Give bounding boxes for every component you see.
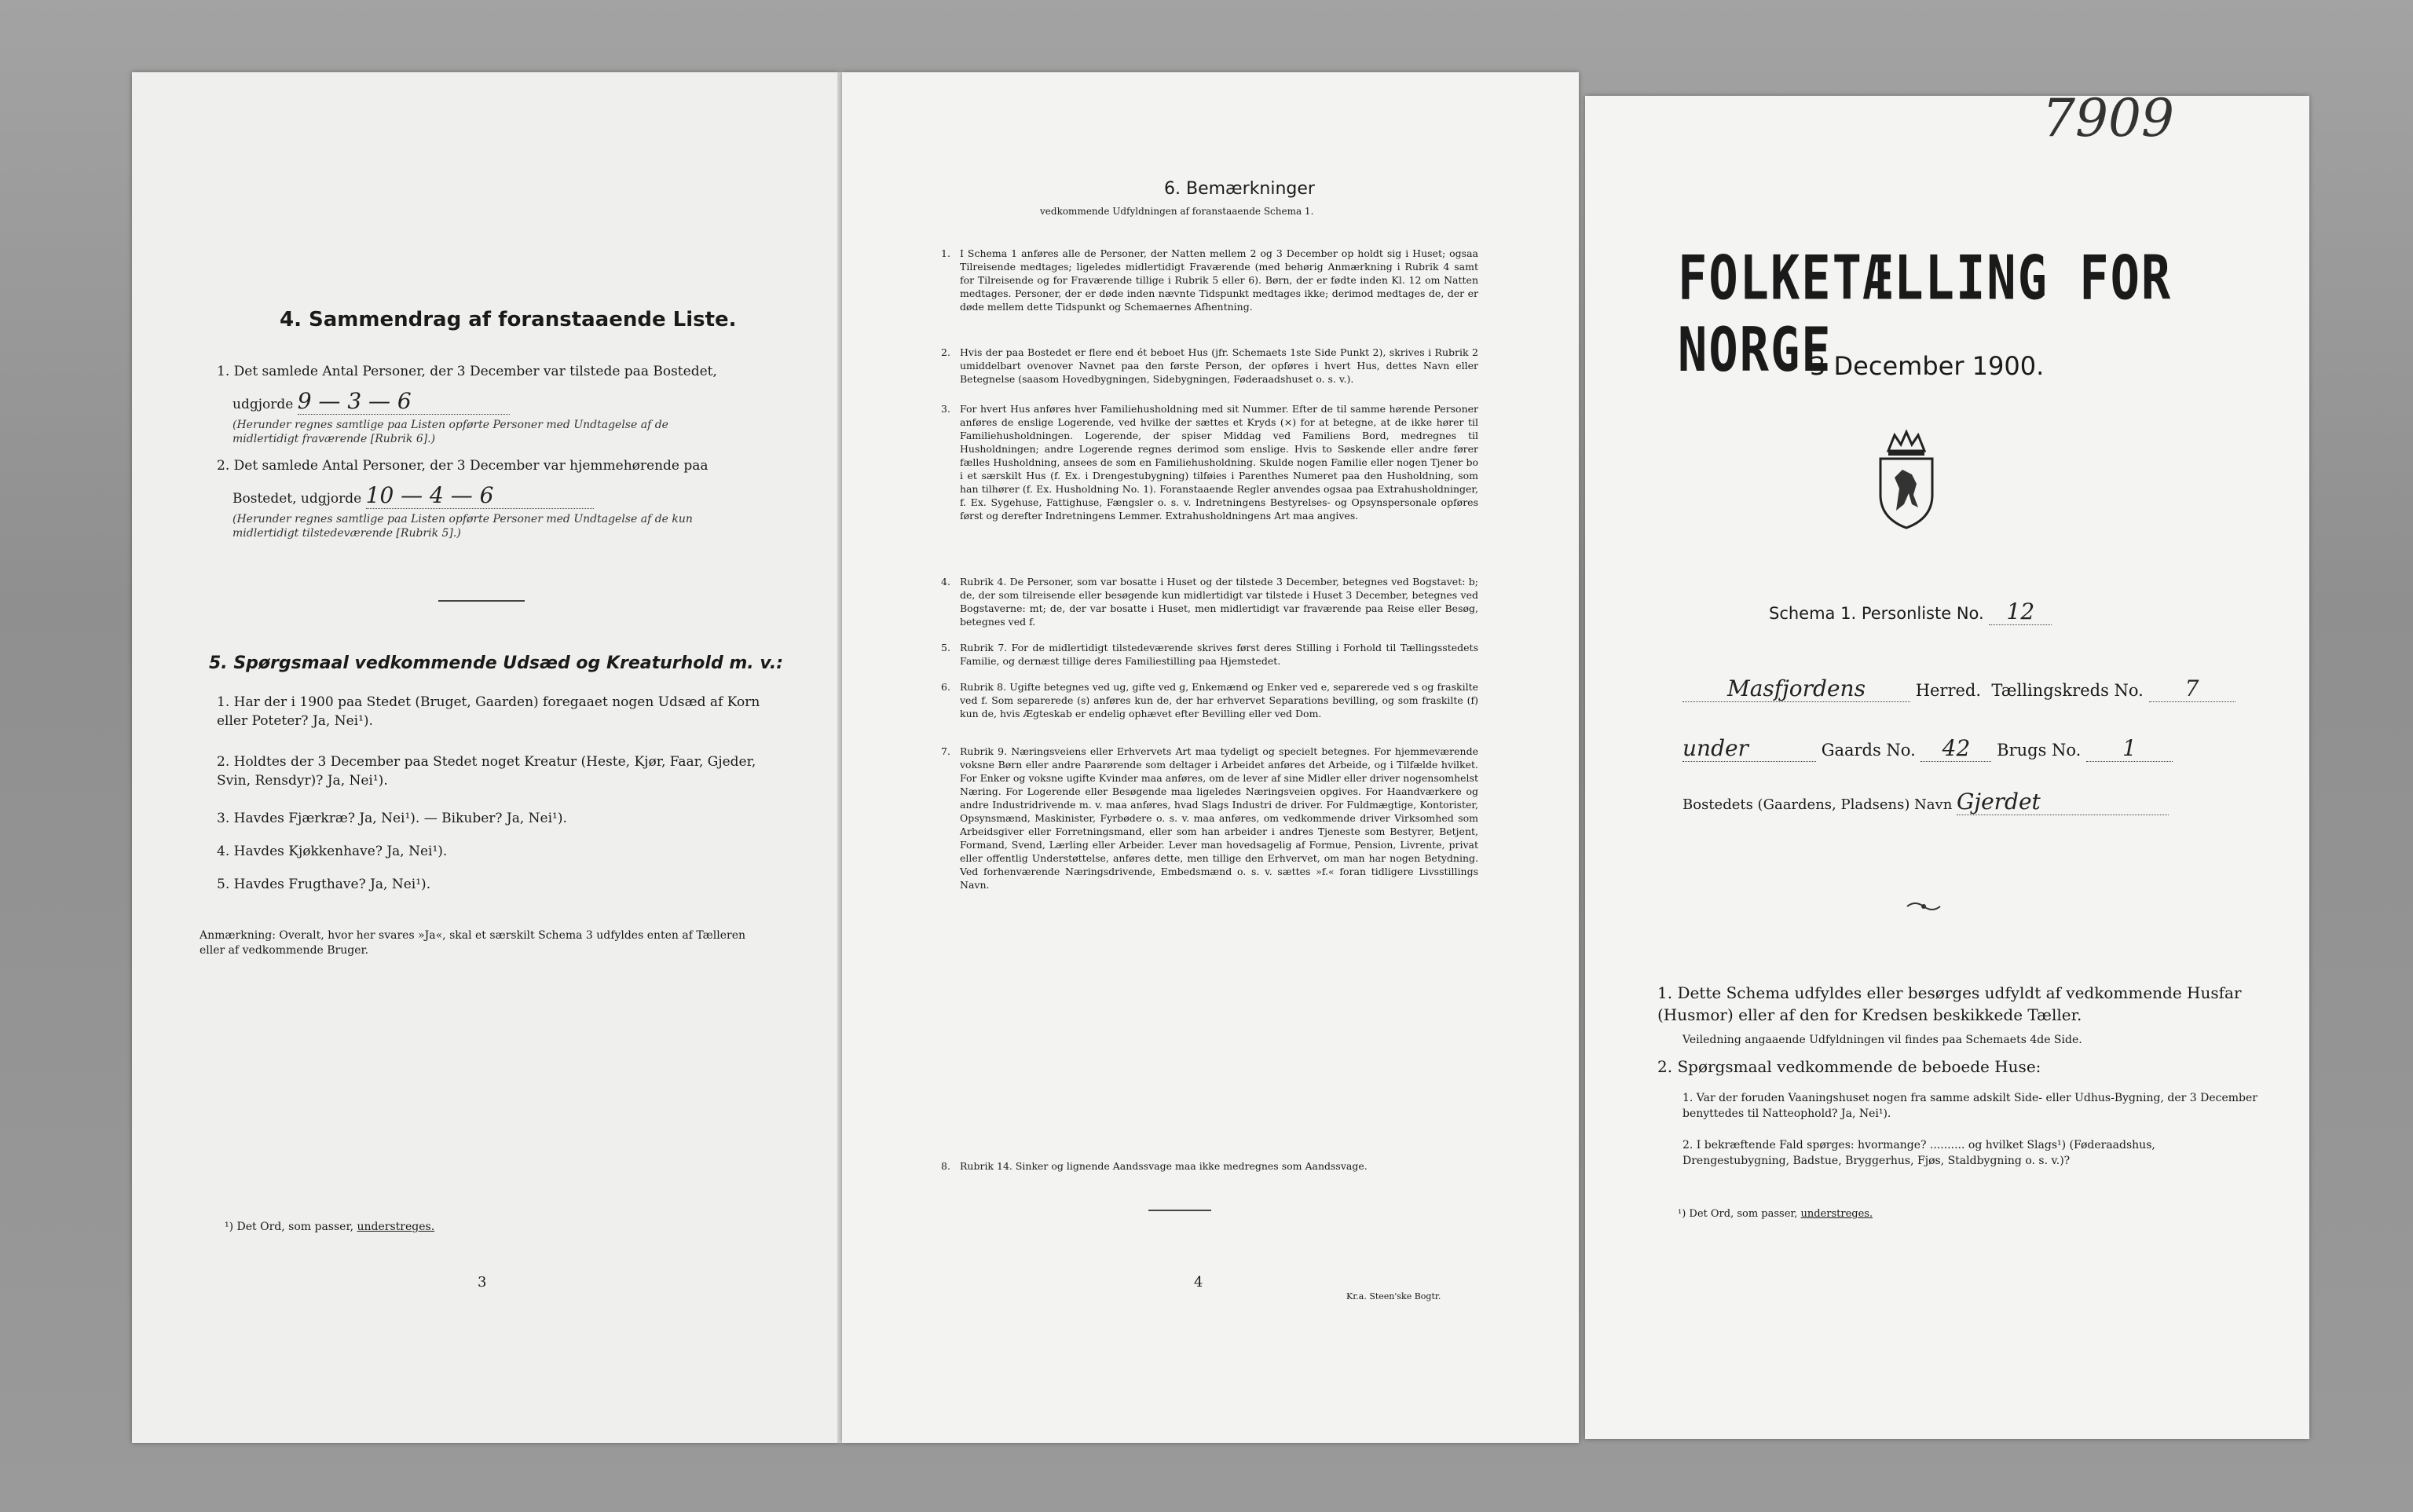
- remark-5: [941, 641, 1478, 668]
- question-1: 1. Har der i 1900 paa Stedet (Bruget, Gaarden) foregaaet nogen Udsæd af Korn eller Poteter? Ja, Nei¹).: [217, 694, 760, 729]
- remarks-title: 6. Bemærkninger: [1164, 179, 1315, 199]
- under-word: under: [1683, 735, 1816, 762]
- item-1-udgjorde-label: udgjorde: [233, 397, 294, 412]
- remark-number: 8.: [941, 1160, 950, 1172]
- herred-label: Herred.: [1915, 681, 1982, 700]
- archive-stamp-number: 7909: [2042, 88, 2174, 148]
- cover-title: FOLKETÆLLING FOR NORGE: [1678, 242, 2173, 386]
- item-2-note: (Herunder regnes samtlige paa Listen opførte Personer med Undtagelse af de kun midlertidigt tilstedeværende [Rubrik 5].): [233, 513, 693, 540]
- page-4: [842, 72, 1579, 1443]
- remark-text: Rubrik 14. Sinker og lignende Aandssvage maa ikke medregnes som Aandssvage.: [960, 1160, 1368, 1172]
- cover-footnote: [1678, 1208, 1873, 1220]
- cover-date: 3 December 1900.: [1810, 351, 2045, 381]
- question-3: 3. Havdes Fjærkræ? Ja, Nei¹). — Bikuber? Ja, Nei¹).: [217, 811, 567, 826]
- herred-name: Masfjordens: [1683, 675, 1910, 702]
- item-1-fill-row: [233, 388, 510, 415]
- page-3-footnote: [225, 1221, 434, 1233]
- bosted-label: Bostedets (Gaardens, Pladsens) Navn: [1683, 796, 1953, 813]
- schema-line: [1769, 599, 2052, 625]
- personliste-number: 12: [1989, 599, 2052, 625]
- question-4: 4. Havdes Kjøkkenhave? Ja, Nei¹).: [217, 844, 448, 859]
- remark-text: Rubrik 9. Næringsveiens eller Erhvervets Art maa tydeligt og specielt betegnes. For hjemmeværende voksne Børn eller andre Paarørende som deltager i Arbeidet anføres det Arbeide, og i Tilfælde hvilket. For Enker og voksne ugifte Kvinder maa anføres, om de lever af sine Midler eller driver nogensomhelst Næring. For Logerende eller Besøgende maa ligeledes Næringsveien opgives. For Haandværkere og andre Industridrivende m. v. maa anføres, hvad Slags Industri de driver. For Fuldmægtige, Kontorister, Opsynsmænd, Maskinister, Fyrbødere o. s. v. maa anføres, om vedkommende driver Virksomhed som Arbeidsgiver eller Forretningsmand, eller som han arbeider i andres Tjeneste som Bestyrer, Betjent, Formand, Svend, Lærling eller Arbeider. Lever man hovedsagelig af Formue, Pension, Livrente, privat eller offentlig Understøttelse, anføres dette, men tillige den Erhvervet, om man har nogen Betydning. Ved forhenværende Næringsdrivende, Embedsmænd o. s. v. sættes »f.« foran tidligere Livsstillings Navn.: [960, 745, 1478, 891]
- section-4-title: 4. Sammendrag af foranstaaende Liste.: [280, 308, 737, 331]
- item-1-text: 1. Det samlede Antal Personer, der 3 December var tilstede paa Bostedet,: [217, 364, 717, 379]
- instruction-2: 2. Spørgsmaal vedkommende de beboede Huse:: [1657, 1057, 2041, 1076]
- house-question-1: 1. Var der foruden Vaaningshuset nogen fra samme adskilt Side- eller Udhus-Bygning, der 3 December benyttedes til Natteophold? Ja, Nei¹).: [1683, 1092, 2257, 1120]
- page-3: [132, 72, 839, 1443]
- remark-number: 7.: [941, 745, 950, 757]
- remark-number: 6.: [941, 681, 950, 693]
- divider: [438, 600, 525, 602]
- remark-text: For hvert Hus anføres hver Familiehusholdning med sit Nummer. Efter de til samme hørende Personer anføres de enslige Logerende, ved hvilke der sættes et Kryds (×) for at betegne, at de ikke hører til Familiehusholdningen. Logerende, der spiser Middag ved Familiens Bord, medregnes til Husholdningen; andre Logerende regnes derimod som enslige. Hvis to Søskende eller andre fører fælles Husholdning, ansees de som en Familiehusholdning. Skulde nogen Familie eller nogen Tjener bo i et særskilt Hus (f. Ex. i Drengestubygning) tilføies i Parenthes Numeret paa den Husholdning, som han tilhører (f. Ex. Husholdning No. 1). Foranstaaende Regler anvendes ogsaa paa Extrahusholdninger, f. Ex. Sygehuse, Fattighuse, Fængsler o. s. v. Indretningens Bestyrelses- og Opsynspersonale opføres først og derefter Indretningens Lemmer. Extrahusholdningens Art maa angives.: [960, 403, 1478, 522]
- gaards-label: Gaards No.: [1821, 741, 1916, 760]
- remark-number: 5.: [941, 642, 950, 653]
- remark-3: [941, 402, 1478, 522]
- remark-text: Hvis der paa Bostedet er flere end ét beboet Hus (jfr. Schemaets 1ste Side Punkt 2), skrives i Rubrik 2 umiddelbart ovenover Navnet paa den første Person, der opføres i hvert Hus, dettes Navn eller Betegnelse (saasom Hovedbygningen, Sidebygningen, Føderaadshuset o. s. v.).: [960, 346, 1478, 385]
- remark-text: Rubrik 7. For de midlertidigt tilstedeværende skrives først deres Stilling i Forhold til Tællingsstedets Familie, og dernæst tillige deres Familiestilling paa Hjemstedet.: [960, 642, 1478, 667]
- divider: [1148, 1210, 1211, 1211]
- gaards-number: 42: [1921, 735, 1991, 762]
- page-number-4: 4: [1194, 1274, 1203, 1291]
- kreds-label: Tællingskreds No.: [1991, 681, 2144, 700]
- gaard-line: [1683, 735, 2173, 762]
- remark-2: [941, 346, 1478, 386]
- item-2-text: 2. Det samlede Antal Personer, der 3 December var hjemmehørende paa: [217, 458, 709, 474]
- remark-text: I Schema 1 anføres alle de Personer, der Natten mellem 2 og 3 December op holdt sig i Huset; ogsaa Tilreisende medtages; ligeledes midlertidigt Fraværende (med behørig Anmærkning i Rubrik 4 samt for Tilreisende og for Fraværende tillige i Rubrik 5 eller 6). Børn, der er fødte inden Kl. 12 om Natten medtages. Personer, der er døde inden nævnte Tidspunkt medtages ikke; derimod medtages de, der er døde mellem dette Tidspunkt og Schemaernes Afhentning.: [960, 247, 1478, 313]
- house-question-2: 2. I bekræftende Fald spørges: hvormange? .......... og hvilket Slags¹) (Føderaadshus, Drengestubygning, Badstue, Bryggerhus, Fjøs, Staldbygning o. s. v.)?: [1683, 1139, 2155, 1167]
- item-2-value: 10 — 4 — 6: [366, 482, 594, 509]
- footnote-underlined: understreges.: [357, 1221, 435, 1233]
- item-1-value: 9 — 3 — 6: [298, 388, 510, 415]
- brugs-label: Brugs No.: [1997, 741, 2082, 760]
- footnote-prefix: ¹) Det Ord, som passer,: [1678, 1208, 1798, 1220]
- cover-page: [1585, 88, 2309, 1439]
- bosted-name: Gjerdet: [1957, 789, 2169, 815]
- remarks-subtitle: vedkommende Udfyldningen af foranstaaende Schema 1.: [1040, 206, 1314, 217]
- question-2: 2. Holdtes der 3 December paa Stedet noget Kreatur (Heste, Kjør, Faar, Gjeder, Svin, Rensdyr)? Ja, Nei¹).: [217, 754, 756, 789]
- anmerkning-note: Anmærkning: Overalt, hvor her svares »Ja«, skal et særskilt Schema 3 udfyldes enten af Tælleren eller af vedkommende Bruger.: [200, 929, 746, 957]
- remark-7: [941, 745, 1478, 891]
- remark-number: 3.: [941, 403, 950, 415]
- instruction-1-note: Veiledning angaaende Udfyldningen vil findes paa Schemaets 4de Side.: [1683, 1034, 2082, 1046]
- footnote-underlined: understreges.: [1800, 1208, 1873, 1220]
- section-5-title: 5. Spørgsmaal vedkommende Udsæd og Kreaturhold m. v.:: [209, 653, 784, 673]
- coat-of-arms-icon: [1871, 429, 1942, 531]
- remark-8: [941, 1159, 1478, 1173]
- remark-6: [941, 680, 1478, 720]
- instruction-1: 1. Dette Schema udfyldes eller besørges udfyldt af vedkommende Husfar (Husmor) eller af den for Kredsen beskikkede Tæller.: [1657, 983, 2242, 1024]
- remark-text: Rubrik 8. Ugifte betegnes ved ug, gifte ved g, Enkemænd og Enker ved e, separerede ved s og fraskilte ved f. Som separerede (s) anføres kun de, der har erhvervet Separations bevilling, og som fraskilte (f) kun de, hvis Ægteskab er endelig ophævet efter Bevilling eller ved Dom.: [960, 681, 1478, 719]
- remark-number: 4.: [941, 576, 950, 588]
- kreds-number: 7: [2149, 675, 2235, 702]
- item-2-bostedet-label: Bostedet, udgjorde: [233, 491, 362, 507]
- brugs-number: 1: [2086, 735, 2173, 762]
- ornament-icon: [1906, 899, 1942, 914]
- schema-label: Schema 1. Personliste No.: [1769, 604, 1984, 623]
- footnote-prefix: ¹) Det Ord, som passer,: [225, 1221, 354, 1233]
- remark-4: [941, 575, 1478, 628]
- remark-1: [941, 247, 1478, 313]
- remark-number: 2.: [941, 346, 950, 358]
- item-1-note: (Herunder regnes samtlige paa Listen opførte Personer med Undtagelse af de midlertidigt fraværende [Rubrik 6].): [233, 419, 668, 445]
- remark-number: 1.: [941, 247, 950, 259]
- bosted-line: [1683, 789, 2169, 815]
- page-number-3: 3: [478, 1274, 487, 1291]
- herred-line: [1683, 675, 2235, 702]
- question-5: 5. Havdes Frugthave? Ja, Nei¹).: [217, 877, 431, 892]
- item-2-fill-row: [233, 482, 594, 509]
- remark-text: Rubrik 4. De Personer, som var bosatte i Huset og der tilstede 3 December, betegnes ved Bogstavet: b; de, der som tilreisende eller besøgende kun midlertidigt var tilstede i Huset 3 December, betegnes ved Bogstaverne: mt; de, der var bosatte i Huset, men midlertidigt var fraværende paa Reise eller Besøg, betegnes ved f.: [960, 576, 1478, 628]
- printer-mark: Kr.a. Steen'ske Bogtr.: [1346, 1291, 1441, 1301]
